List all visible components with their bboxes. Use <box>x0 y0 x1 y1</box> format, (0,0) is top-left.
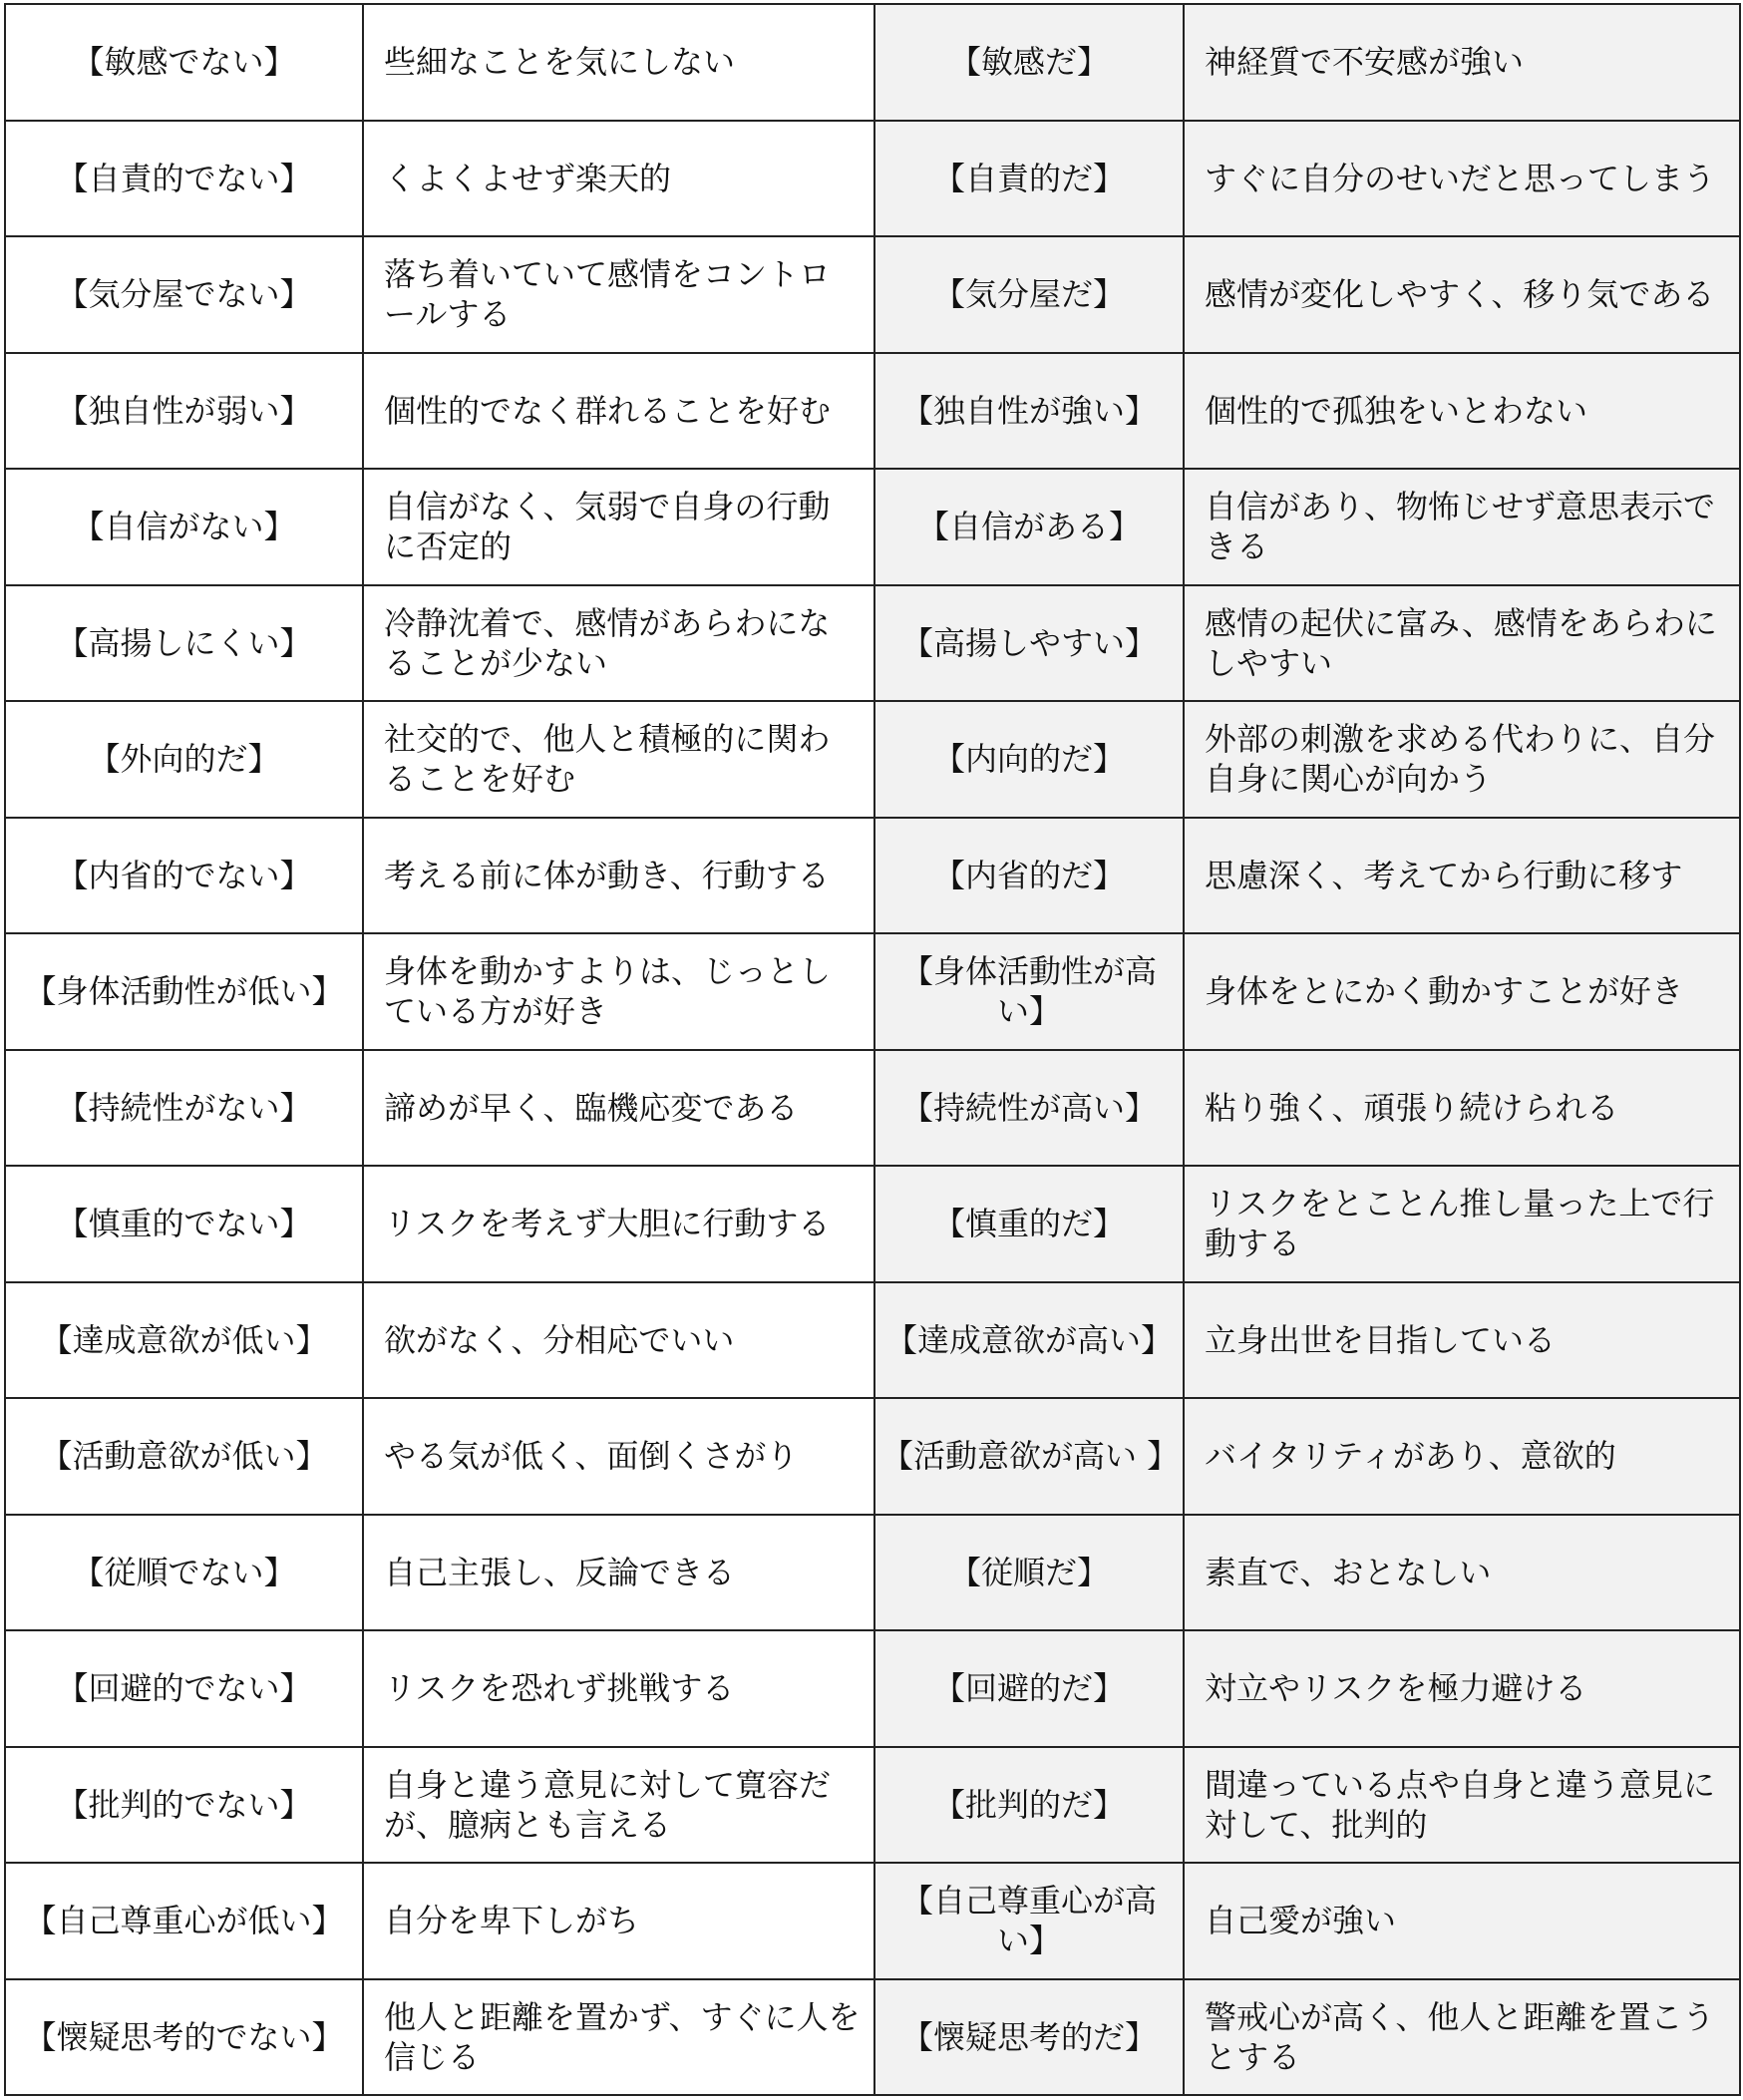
high-trait-description: 思慮深く、考えてから行動に移す <box>1184 818 1740 934</box>
low-trait-label: 【敏感でない】 <box>5 4 363 121</box>
high-trait-label: 【回避的だ】 <box>874 1630 1184 1747</box>
low-trait-description: 考える前に体が動き、行動する <box>363 818 874 934</box>
high-trait-label: 【活動意欲が高い 】 <box>874 1398 1184 1515</box>
low-trait-label: 【気分屋でない】 <box>5 236 363 353</box>
high-trait-description: 素直で、おとなしい <box>1184 1515 1740 1631</box>
high-trait-label: 【自責的だ】 <box>874 121 1184 237</box>
low-trait-description: 身体を動かすよりは、じっとしている方が好き <box>363 933 874 1050</box>
low-trait-label: 【自信がない】 <box>5 469 363 585</box>
table-row <box>5 1398 1740 1515</box>
low-trait-label: 【自己尊重心が低い】 <box>5 1863 363 1979</box>
low-trait-label: 【懐疑思考的でない】 <box>5 1979 363 2096</box>
high-trait-label: 【慎重的だ】 <box>874 1166 1184 1282</box>
high-trait-label: 【従順だ】 <box>874 1515 1184 1631</box>
high-trait-label: 【気分屋だ】 <box>874 236 1184 353</box>
low-trait-label: 【独自性が弱い】 <box>5 353 363 470</box>
trait-table-body <box>5 4 1740 2095</box>
table-row <box>5 353 1740 470</box>
table-row <box>5 1630 1740 1747</box>
high-trait-description: 外部の刺激を求める代わりに、自分自身に関心が向かう <box>1184 701 1740 818</box>
table-row <box>5 1979 1740 2096</box>
low-trait-description: 社交的で、他人と積極的に関わることを好む <box>363 701 874 818</box>
table-row <box>5 1282 1740 1399</box>
high-trait-description: 感情が変化しやすく、移り気である <box>1184 236 1740 353</box>
low-trait-description: リスクを考えず大胆に行動する <box>363 1166 874 1282</box>
low-trait-description: 自己主張し、反論できる <box>363 1515 874 1631</box>
low-trait-description: 諦めが早く、臨機応変である <box>363 1050 874 1167</box>
high-trait-description: 粘り強く、頑張り続けられる <box>1184 1050 1740 1167</box>
table-row <box>5 236 1740 353</box>
table-row <box>5 121 1740 237</box>
high-trait-description: 自己愛が強い <box>1184 1863 1740 1979</box>
low-trait-description: リスクを恐れず挑戦する <box>363 1630 874 1747</box>
table-row <box>5 1863 1740 1979</box>
low-trait-label: 【従順でない】 <box>5 1515 363 1631</box>
low-trait-label: 【身体活動性が低い】 <box>5 933 363 1050</box>
low-trait-description: 些細なことを気にしない <box>363 4 874 121</box>
high-trait-description: すぐに自分のせいだと思ってしまう <box>1184 121 1740 237</box>
low-trait-label: 【回避的でない】 <box>5 1630 363 1747</box>
high-trait-label: 【敏感だ】 <box>874 4 1184 121</box>
high-trait-description: 対立やリスクを極力避ける <box>1184 1630 1740 1747</box>
high-trait-label: 【達成意欲が高い】 <box>874 1282 1184 1399</box>
high-trait-label: 【批判的だ】 <box>874 1747 1184 1864</box>
high-trait-label: 【内向的だ】 <box>874 701 1184 818</box>
high-trait-description: 個性的で孤独をいとわない <box>1184 353 1740 470</box>
high-trait-description: 感情の起伏に富み、感情をあらわにしやすい <box>1184 585 1740 702</box>
high-trait-description: リスクをとことん推し量った上で行動する <box>1184 1166 1740 1282</box>
low-trait-label: 【高揚しにくい】 <box>5 585 363 702</box>
high-trait-label: 【持続性が高い】 <box>874 1050 1184 1167</box>
high-trait-description: 間違っている点や自身と違う意見に対して、批判的 <box>1184 1747 1740 1864</box>
low-trait-label: 【活動意欲が低い】 <box>5 1398 363 1515</box>
table-row <box>5 585 1740 702</box>
high-trait-label: 【身体活動性が高い】 <box>874 933 1184 1050</box>
high-trait-description: 自信があり、物怖じせず意思表示できる <box>1184 469 1740 585</box>
table-row <box>5 4 1740 121</box>
low-trait-description: 自信がなく、気弱で自身の行動に否定的 <box>363 469 874 585</box>
low-trait-label: 【自責的でない】 <box>5 121 363 237</box>
low-trait-description: 冷静沈着で、感情があらわになることが少ない <box>363 585 874 702</box>
table-row <box>5 1050 1740 1167</box>
high-trait-description: 立身出世を目指している <box>1184 1282 1740 1399</box>
table-row <box>5 1747 1740 1864</box>
high-trait-label: 【独自性が強い】 <box>874 353 1184 470</box>
low-trait-description: 自分を卑下しがち <box>363 1863 874 1979</box>
high-trait-label: 【自信がある】 <box>874 469 1184 585</box>
low-trait-label: 【外向的だ】 <box>5 701 363 818</box>
table-row <box>5 1515 1740 1631</box>
high-trait-label: 【高揚しやすい】 <box>874 585 1184 702</box>
low-trait-description: 落ち着いていて感情をコントロールする <box>363 236 874 353</box>
low-trait-label: 【慎重的でない】 <box>5 1166 363 1282</box>
table-row <box>5 933 1740 1050</box>
high-trait-description: 警戒心が高く、他人と距離を置こうとする <box>1184 1979 1740 2096</box>
low-trait-description: 個性的でなく群れることを好む <box>363 353 874 470</box>
high-trait-description: 神経質で不安感が強い <box>1184 4 1740 121</box>
low-trait-label: 【達成意欲が低い】 <box>5 1282 363 1399</box>
high-trait-description: バイタリティがあり、意欲的 <box>1184 1398 1740 1515</box>
high-trait-label: 【内省的だ】 <box>874 818 1184 934</box>
low-trait-label: 【持続性がない】 <box>5 1050 363 1167</box>
low-trait-description: 欲がなく、分相応でいい <box>363 1282 874 1399</box>
low-trait-description: 他人と距離を置かず、すぐに人を信じる <box>363 1979 874 2096</box>
high-trait-description: 身体をとにかく動かすことが好き <box>1184 933 1740 1050</box>
high-trait-label: 【自己尊重心が高い】 <box>874 1863 1184 1979</box>
low-trait-description: 自身と違う意見に対して寛容だが、臆病とも言える <box>363 1747 874 1864</box>
personality-trait-table <box>4 3 1741 2096</box>
table-row <box>5 469 1740 585</box>
low-trait-label: 【批判的でない】 <box>5 1747 363 1864</box>
table-row <box>5 701 1740 818</box>
low-trait-description: くよくよせず楽天的 <box>363 121 874 237</box>
table-row <box>5 1166 1740 1282</box>
high-trait-label: 【懐疑思考的だ】 <box>874 1979 1184 2096</box>
low-trait-description: やる気が低く、面倒くさがり <box>363 1398 874 1515</box>
low-trait-label: 【内省的でない】 <box>5 818 363 934</box>
table-row <box>5 818 1740 934</box>
